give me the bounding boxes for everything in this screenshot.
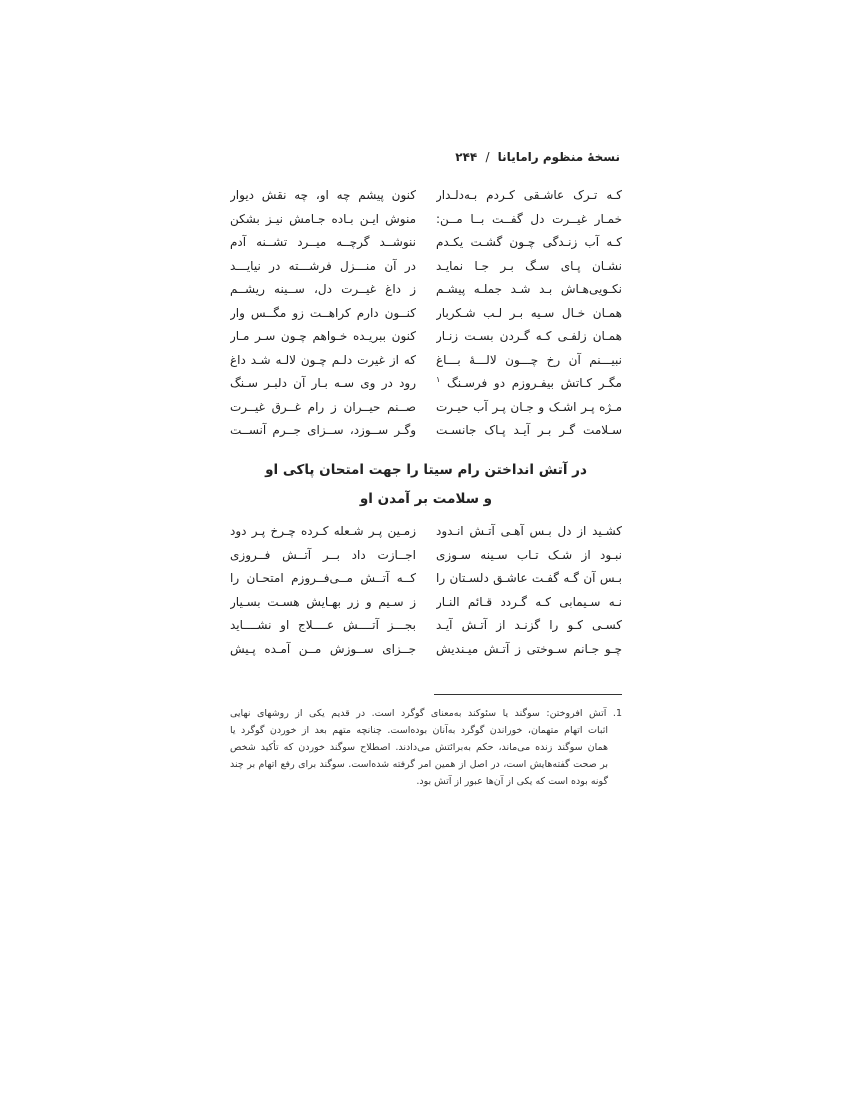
second-hemistich: صــنم حیــران ز رام غــرق غیــرت [230,399,416,414]
poem-section-1 [230,184,622,443]
first-hemistich: نکـویی‌هـاش بـد شـد جملـه پیشـم [436,282,622,296]
first-hemistich: نبیـــنم آن رخ چـــون لالـــهٔ بـــاغ [436,352,622,367]
first-hemistich: کـه آب زنـدگی چـون گشـت یکـدم [436,235,622,249]
couplet [230,302,622,326]
second-hemistich: کــه آتــش مــی‌فــروزم امتحـان را [230,571,416,585]
second-hemistich: ننوشــد گرچــه میــرد تشــنه آدم [230,235,416,249]
footnote-line: اثبات اتهام متهمان، خوراندن گوگرد به‌آنان بوده‌است. چنانچه متهم بعد از خوردن گوگرد یا [230,725,608,736]
section-heading-line-2: و سلامت بر آمدن او [359,491,493,507]
running-header [455,150,620,164]
couplet [230,349,622,373]
first-hemistich: چـو جـانم سـوختی ز آتـش میـندیش [436,641,622,656]
couplet [230,544,622,568]
couplet [230,372,622,396]
footnote-line: گونه بوده است که یکی از آن‌ها عبور از آتش بود. [416,776,608,787]
first-hemistich: سـلامت گـر بـر آیـد پـاک جانسـت [436,423,622,437]
couplet [230,278,622,302]
second-hemistich: بجـــز آتــــش عــــلاج او نشــــاید [230,618,416,632]
second-hemistich: کنون ببریـده خـواهم چـون سـر مـار [230,329,416,343]
header-separator: / [485,150,490,164]
couplet [230,419,622,443]
page-number: ۲۴۴ [455,150,478,164]
second-hemistich: وگـر ســوزد، ســزای جــرم آنســت [230,423,416,437]
second-hemistich: رود در وی سـه بـار آن دلبـر سـنگ [230,376,416,390]
first-hemistich: همـان زلفـی کـه گـردن بسـت زنـار [436,329,622,343]
second-hemistich: در آن منـــزل فرشـــته در نیایـــد [230,258,416,273]
second-hemistich: کنــون دارم کراهــت زو مگــس وار [230,305,416,320]
hemistich-text: مگـر کـاتش بیفـروزم دو فرسـنگ [446,376,622,390]
poem-section-2 [230,520,622,661]
first-hemistich [436,372,622,396]
second-hemistich: زمـین پـر شـعله کـرده چـرخ پـر دود [230,524,416,538]
second-hemistich: جــزای ســوزش مــن آمـده پـیش [230,641,416,656]
second-hemistich: ز سـیم و زر بهـایش هسـت بسـیار [230,594,416,609]
first-hemistich: کسـی کـو را گزنـد از آتـش آیـد [436,618,622,632]
footnote-divider [434,694,622,695]
first-hemistich: همـان خـال سـیه بـر لـب شـکربار [436,305,622,320]
couplet [230,184,622,208]
footnote [230,705,622,790]
section-heading-line-1: در آتش انداختن رام سیتا را جهت امتحان پاکی او [265,462,587,478]
couplet [230,567,622,591]
second-hemistich: اجــازت داد بــر آتــش فــروزی [230,547,416,562]
couplet [230,325,622,349]
second-hemistich: کنون پیشم چه او، چه نقش دیوار [230,188,416,202]
couplet [230,638,622,662]
first-hemistich: کـه تـرک عاشـقی کـردم بـه‌دلـدار [436,188,622,202]
footnote-line: بر صحت گفته‌هایش است، در اصل از همین امر گرفته شده‌است. سوگند برای رفع اتهام بر چند [230,759,608,770]
footnote-reference[interactable]: ۱ [436,375,441,384]
first-hemistich: نشـان پـای سـگ بـر جـا نمایـد [436,258,622,273]
book-title: نسخهٔ منظوم رامایانا [497,150,620,164]
first-hemistich: بـس آن گـه گفـت عاشـق دلسـتان را [436,571,622,585]
couplet [230,255,622,279]
couplet [230,520,622,544]
first-hemistich: نبـود از شـک تـاب سـینه سـوزی [436,547,622,562]
couplet [230,396,622,420]
first-hemistich: نـه سـیمابی کـه گـردد قـائم النـار [436,594,622,609]
second-hemistich: که از غیرت دلـم چـون لالـه شـد داغ [230,352,416,367]
footnote-line: همان سوگند زنده می‌ماند، حکم به‌برائتش می‌دادند. اصطلاح سوگند خوردن که تأکید شخص [230,742,608,753]
second-hemistich: منوش ایـن بـاده جـامش نیـز بشکن [230,211,416,226]
second-hemistich: ز داغ غیــرت دل، ســینه ریشــم [230,282,416,296]
first-hemistich: مـژه پـر اشـک و جـان پـر آب حیـرت [436,399,622,414]
couplet [230,591,622,615]
footnote-line: 1. آتش افروختن: سوگند یا سئوکند به‌معنای گوگرد است. در قدیم یکی از روشهای نهایی [230,708,622,719]
first-hemistich: کشـید از دل بـس آهـی آتـش انـدود [436,524,622,538]
couplet [230,208,622,232]
first-hemistich: خمـار غیــرت دل گفــت بــا مــن: [436,211,622,226]
couplet [230,614,622,638]
couplet [230,231,622,255]
